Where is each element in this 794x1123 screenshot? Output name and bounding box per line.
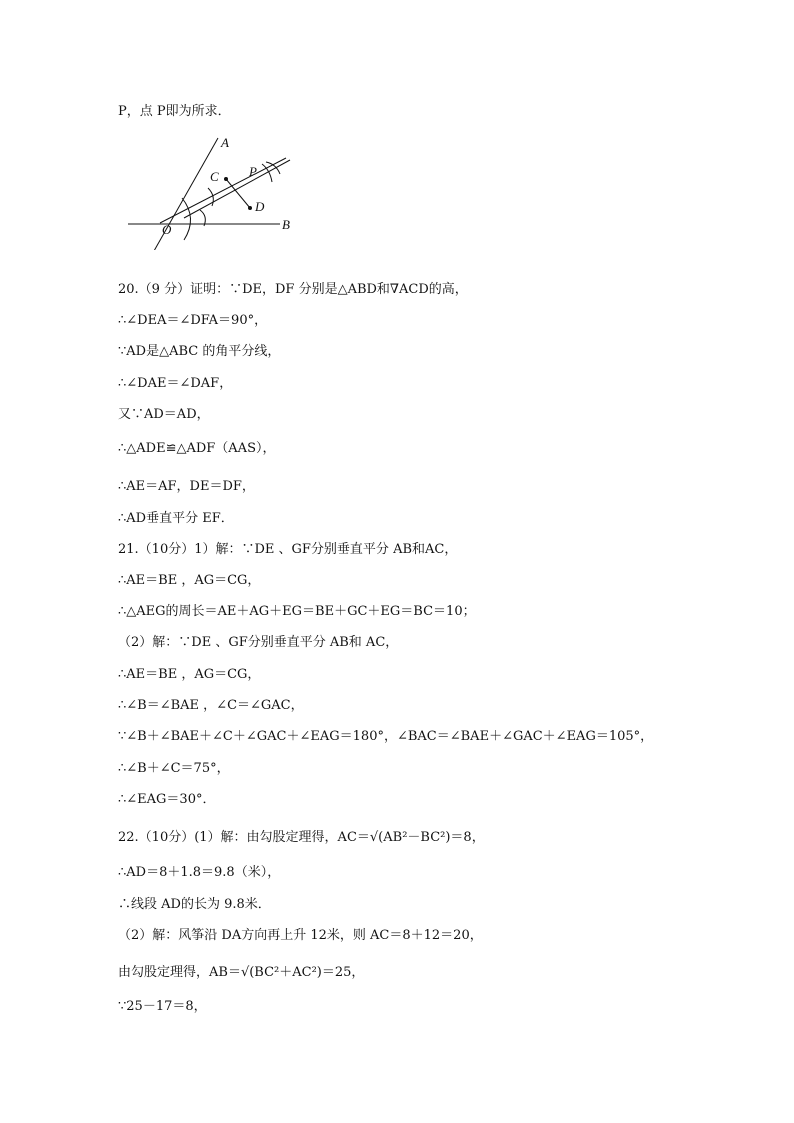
ray-oa xyxy=(150,138,218,250)
construction-arc xyxy=(182,198,191,240)
q20-line-3: ∴∠DAE＝∠DAF， xyxy=(118,376,233,391)
label-a: A xyxy=(221,135,229,150)
label-p: P xyxy=(249,164,257,179)
q21-part2-heading: （2）解：∵DE 、GF分别垂直平分 AB和 AC， xyxy=(118,635,399,650)
point-d xyxy=(248,206,252,210)
q20-line-1: ∴∠DEA＝∠DFA＝90°， xyxy=(118,313,268,328)
construction-line xyxy=(184,160,290,218)
q21-line-1: ∴AE＝BE ，AG＝CG， xyxy=(118,573,261,588)
q21-line-3: ∴AE＝BE ，AG＝CG， xyxy=(118,667,261,682)
q21-line-6: ∴∠B＋∠C＝75°， xyxy=(118,761,230,776)
q21-line-5: ∵∠B＋∠BAE＋∠C＋∠GAC＋∠EAG＝180°，∠BAC＝∠BAE＋∠GAC＋∠EAG＝105°， xyxy=(118,729,654,744)
q21-line-2: ∴△AEG的周长＝AE＋AG＋EG＝BE＋GC＋EG＝BC＝10； xyxy=(118,604,476,619)
line-conclusion-p: P，点 P即为所求． xyxy=(118,104,231,119)
q22-line-2: ∴线段 AD的长为 9.8米． xyxy=(118,897,271,912)
label-c: C xyxy=(210,169,219,184)
point-c xyxy=(224,177,228,181)
q22-line-3: 由勾股定理得，AB＝√(BC²＋AC²)＝25， xyxy=(118,965,365,980)
q20-line-5: ∴△ADE≌△ADF（AAS）， xyxy=(118,441,276,456)
q22-part2-heading: （2）解：风筝沿 DA方向再上升 12米，则 AC＝8＋12＝20， xyxy=(118,928,483,943)
q21-heading: 21.（10分）1）解：∵DE 、GF分别垂直平分 AB和AC， xyxy=(118,542,458,557)
q22-heading: 22.（10分）(1）解：由勾股定理得，AC＝√(AB²－BC²)＝8， xyxy=(118,830,485,845)
q22-line-4: ∵25－17＝8， xyxy=(118,999,207,1014)
q20-line-6: ∴AE＝AF，DE＝DF， xyxy=(118,479,255,494)
geometry-figure xyxy=(120,130,320,250)
bisector-op xyxy=(160,158,286,223)
label-b: B xyxy=(282,217,290,232)
q22-line-1: ∴AD＝8＋1.8＝9.8（米）， xyxy=(118,865,281,880)
q20-heading: 20.（9 分）证明：∵DE，DF 分别是△ABD和∇ACD的高， xyxy=(118,282,468,297)
q21-line-4: ∴∠B＝∠BAE ，∠C＝∠GAC， xyxy=(118,698,304,713)
label-o: O xyxy=(162,222,172,237)
q20-line-4: 又∵AD＝AD， xyxy=(118,407,210,422)
q21-line-7: ∴∠EAG＝30°． xyxy=(118,792,216,807)
q20-line-2: ∵AD是△ABC 的角平分线， xyxy=(118,344,281,359)
label-d: D xyxy=(255,199,265,214)
q20-line-7: ∴AD垂直平分 EF． xyxy=(118,511,234,526)
